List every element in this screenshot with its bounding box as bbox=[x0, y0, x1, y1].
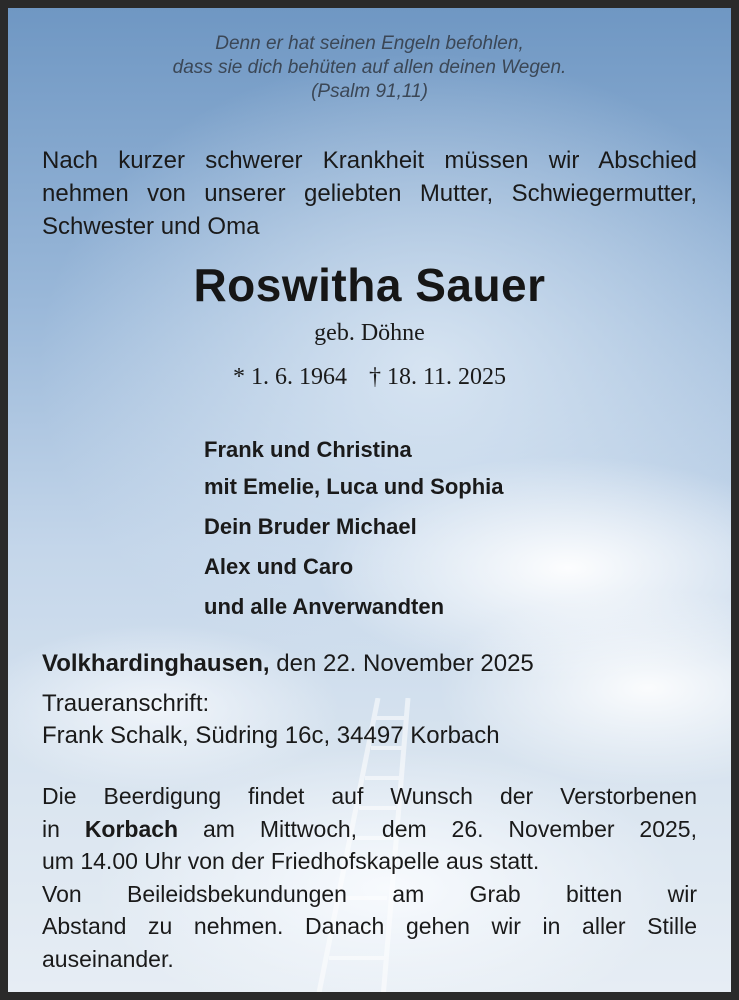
deceased-name: Roswitha Sauer bbox=[193, 259, 546, 311]
funeral-line-4: Von Beileidsbekundungen am Grab bitten wir bbox=[42, 880, 697, 907]
funeral-line-1: Die Beerdigung findet auf Wunsch der Verstorbenen bbox=[42, 783, 697, 809]
funeral-line-2: in Korbach am Mittwoch, dem 26. November 2025, bbox=[42, 815, 697, 842]
funeral-line-6: auseinander. bbox=[42, 945, 174, 972]
psalm-line-1: Denn er hat seinen Engeln befohlen, bbox=[215, 33, 524, 54]
funeral-town: Korbach bbox=[84, 815, 179, 842]
mourner-line: Frank und Christina bbox=[204, 437, 412, 462]
mourning-address bbox=[42, 688, 500, 752]
intro-text: Nach kurzer schwerer Krankheit müssen wir Abschied nehmen von unserer geliebten Mutter, Schwiegermutter, Schwester und Oma bbox=[42, 147, 697, 240]
mourners-list bbox=[204, 433, 504, 627]
funeral-notice bbox=[42, 780, 697, 975]
mourner-line: und alle Anverwandten bbox=[204, 594, 445, 619]
mourner-line: mit Emelie, Luca und Sophia bbox=[204, 474, 504, 499]
birth-date: * 1. 6. 1964 bbox=[232, 364, 347, 390]
psalm-quote bbox=[8, 32, 731, 104]
psalm-reference: (Psalm 91,11) bbox=[311, 81, 428, 102]
funeral-line-3: um 14.00 Uhr von der Friedhofskapelle aus statt. bbox=[42, 848, 540, 874]
death-date: † 18. 11. 2025 bbox=[368, 364, 507, 390]
place-date bbox=[42, 648, 534, 680]
place-date-text: den 22. November 2025 bbox=[276, 650, 534, 677]
obituary-card bbox=[8, 8, 731, 992]
maiden-name: geb. Döhne bbox=[314, 320, 425, 346]
mourner-line: Dein Bruder Michael bbox=[204, 514, 417, 539]
address-value: Frank Schalk, Südring 16c, 34497 Korbach bbox=[42, 722, 500, 749]
place-town: Volkhardinghausen, bbox=[42, 650, 270, 677]
address-label: Traueranschrift: bbox=[42, 690, 210, 717]
mourner-line: Alex und Caro bbox=[204, 554, 354, 579]
life-dates bbox=[8, 364, 731, 391]
funeral-line-5: Abstand zu nehmen. Danach gehen wir in aller Stille bbox=[42, 913, 697, 939]
psalm-line-2: dass sie dich behüten auf allen deinen Wegen. bbox=[172, 57, 567, 78]
